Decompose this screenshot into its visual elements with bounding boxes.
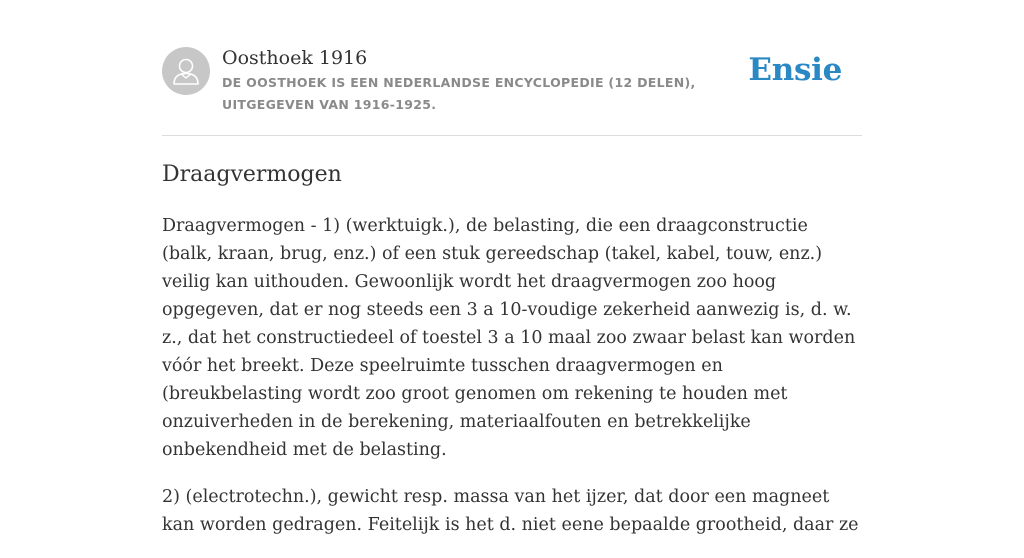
- header-divider: [162, 135, 862, 136]
- entry-title: Draagvermogen: [162, 162, 342, 187]
- entry-paragraph: 2) (electrotechn.), gewicht resp. massa van het ijzer, dat door een magneet kan worden gedragen. Feitelijk is het d. niet eene bepaalde grootheid, daar ze: [162, 487, 859, 535]
- source-header: [162, 46, 862, 136]
- source-avatar[interactable]: [162, 47, 210, 95]
- source-description: DE OOSTHOEK IS EEN NEDERLANDSE ENCYCLOPEDIE (12 DELEN), UITGEGEVEN VAN 1916-1925.: [222, 75, 696, 112]
- source-title[interactable]: Oosthoek 1916: [222, 47, 368, 69]
- entry-body: [162, 212, 862, 558]
- entry-paragraph: Draagvermogen - 1) (werktuigk.), de belasting, die een draagconstructie (balk, kraan, brug, enz.) of een stuk gereedschap (takel, kabel, touw, enz.) veilig kan uithouden. Gewoonlijk wordt het draagvermogen zoo hoog opgegeven, dat er nog steeds een 3 a 10-voudige zekerheid aanwezig is, d. w. z., dat het constructiedeel of toestel 3 a 10 maal zoo zwaar belast kan worden vóór het breekt. Deze speelruimte tusschen draagvermogen en (breukbelasting wordt zoo groot genomen om rekening te houden met onzuiverheden in de berekening, materiaalfouten en betrekkelijke onbekendheid met de belasting.: [162, 216, 856, 460]
- user-icon: [162, 47, 210, 95]
- ensie-logo[interactable]: Ensie: [748, 52, 842, 88]
